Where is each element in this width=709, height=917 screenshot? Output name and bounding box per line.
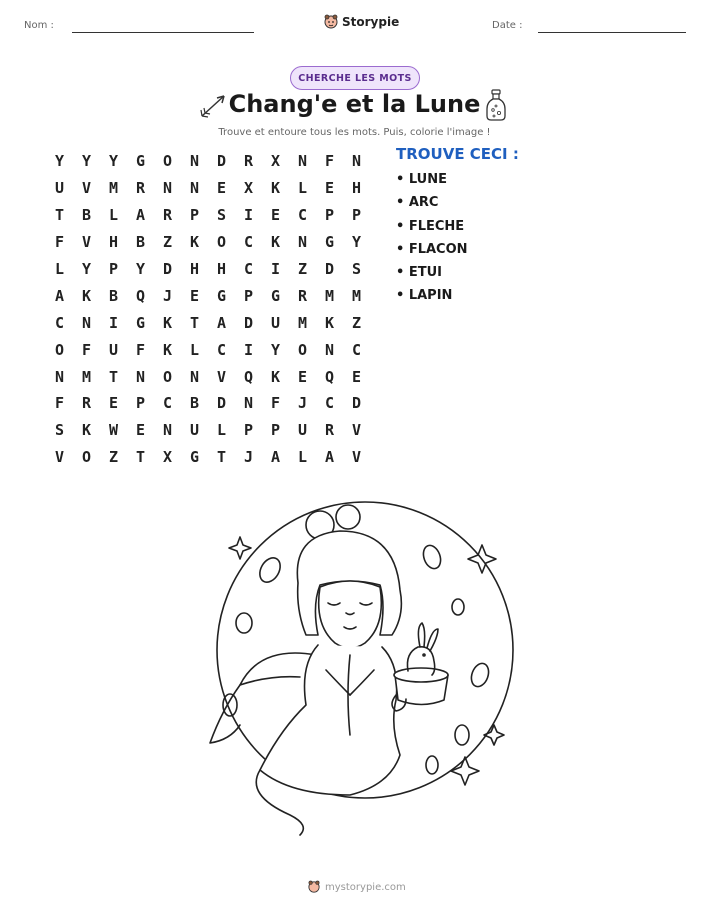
footer-url[interactable]: mystorypie.com [325,881,406,893]
grid-letter[interactable]: K [162,340,173,359]
potion-flask-icon [484,88,508,122]
grid-letter[interactable]: P [243,286,254,305]
grid-letter[interactable]: Y [54,152,65,171]
grid-letter[interactable]: C [54,313,65,332]
grid-letter[interactable]: L [216,421,227,440]
grid-letter[interactable]: A [54,286,65,305]
grid-letter[interactable]: T [189,313,200,332]
grid-letter[interactable]: Z [108,448,119,467]
grid-letter[interactable]: T [216,448,227,467]
word-list [396,172,468,312]
grid-letter[interactable]: T [135,448,146,467]
grid-letter[interactable]: M [351,286,362,305]
grid-letter[interactable]: O [81,448,92,467]
storypie-logo-icon [324,14,338,30]
grid-letter[interactable]: C [216,340,227,359]
grid-letter[interactable]: G [135,313,146,332]
grid-letter[interactable]: F [135,340,146,359]
grid-row [46,363,370,390]
name-label: Nom : [24,20,54,31]
grid-letter[interactable]: D [216,394,227,413]
word-item: • LUNE [396,172,447,187]
grid-letter[interactable]: G [216,286,227,305]
grid-letter[interactable]: D [216,152,227,171]
find-list-title: TROUVE CECI : [396,145,519,163]
grid-letter[interactable]: N [324,340,335,359]
grid-letter[interactable]: Q [324,367,335,386]
grid-letter[interactable]: V [216,367,227,386]
grid-letter[interactable]: O [297,340,308,359]
grid-letter[interactable]: Q [243,367,254,386]
grid-row [46,256,370,283]
grid-letter[interactable]: F [270,394,281,413]
grid-letter[interactable]: E [351,367,362,386]
grid-letter[interactable]: C [297,206,308,225]
grid-letter[interactable]: R [81,394,92,413]
grid-letter[interactable]: N [297,233,308,252]
grid-letter[interactable]: Y [135,260,146,278]
grid-letter[interactable]: N [162,179,173,198]
grid-letter[interactable]: C [324,394,335,413]
grid-letter[interactable]: N [189,152,200,171]
grid-row [46,229,370,256]
grid-letter[interactable]: N [297,152,308,171]
grid-letter[interactable]: U [189,421,200,440]
grid-letter[interactable]: W [108,421,119,440]
grid-letter[interactable]: P [351,206,362,225]
word-item: • ETUI [396,265,442,281]
grid-letter[interactable]: P [189,206,200,225]
grid-letter[interactable]: R [324,421,335,440]
grid-letter[interactable]: N [351,152,362,171]
grid-letter[interactable]: C [351,340,362,359]
grid-row [46,444,370,471]
grid-letter[interactable]: H [351,179,362,198]
grid-letter[interactable]: S [351,260,362,278]
date-line[interactable] [538,32,686,33]
grid-letter[interactable]: N [81,313,92,332]
grid-letter[interactable]: N [189,179,200,198]
grid-letter[interactable]: V [351,448,362,467]
grid-letter[interactable]: L [108,206,119,225]
grid-letter[interactable]: M [297,313,308,332]
grid-letter[interactable]: Y [108,152,119,171]
grid-row [46,175,370,202]
grid-letter[interactable]: O [54,340,65,359]
grid-letter[interactable]: Y [81,152,92,171]
grid-letter[interactable]: H [216,260,227,278]
grid-letter[interactable]: H [189,260,200,278]
grid-row [46,148,370,175]
word-item: • FLACON [396,241,468,257]
grid-letter[interactable]: I [243,206,254,225]
word-item: • FLECHE [396,218,465,234]
grid-letter[interactable]: R [297,286,308,305]
grid-letter[interactable]: A [270,448,281,467]
grid-row [46,336,370,363]
grid-letter[interactable]: A [216,313,227,332]
section-badge: CHERCHE LES MOTS [290,66,420,90]
grid-letter[interactable]: C [243,233,254,252]
grid-letter[interactable]: X [270,152,281,171]
grid-letter[interactable]: R [162,206,173,225]
grid-letter[interactable]: B [135,233,146,252]
grid-letter[interactable]: Q [135,286,146,305]
grid-letter[interactable]: G [270,286,281,305]
grid-letter[interactable]: C [162,394,173,413]
grid-letter[interactable]: T [54,206,65,225]
grid-letter[interactable]: F [54,233,65,252]
grid-letter[interactable]: S [54,421,65,440]
grid-letter[interactable]: K [189,233,200,252]
grid-row [46,390,370,417]
grid-letter[interactable]: J [162,286,173,305]
grid-letter[interactable]: E [270,206,281,225]
grid-letter[interactable]: T [108,367,119,386]
grid-letter[interactable]: C [243,260,254,278]
grid-letter[interactable]: N [135,367,146,386]
grid-letter[interactable]: K [324,313,335,332]
grid-letter[interactable]: E [108,394,119,413]
grid-letter[interactable]: V [81,233,92,252]
grid-letter[interactable]: L [189,340,200,359]
storypie-logo [324,14,399,30]
grid-letter[interactable]: M [324,286,335,305]
grid-letter[interactable]: Z [297,260,308,278]
grid-letter[interactable]: P [243,421,254,440]
grid-letter[interactable]: E [216,179,227,198]
grid-letter[interactable]: L [297,179,308,198]
grid-letter[interactable]: P [108,260,119,278]
grid-letter[interactable]: Y [270,340,281,359]
grid-letter[interactable]: E [135,421,146,440]
grid-letter[interactable]: I [108,313,119,332]
grid-letter[interactable]: N [189,367,200,386]
grid-letter[interactable]: E [297,367,308,386]
grid-letter[interactable]: V [81,179,92,198]
grid-letter[interactable]: K [270,179,281,198]
grid-row [46,309,370,336]
grid-letter[interactable]: O [216,233,227,252]
grid-letter[interactable]: X [243,179,254,198]
grid-letter[interactable]: N [54,367,65,386]
grid-letter[interactable]: A [135,206,146,225]
grid-row [46,202,370,229]
grid-letter[interactable]: R [135,179,146,198]
grid-letter[interactable]: M [108,179,119,198]
grid-letter[interactable]: N [162,421,173,440]
grid-letter[interactable]: K [270,233,281,252]
word-item: • ARC [396,195,439,211]
grid-row [46,417,370,444]
grid-letter[interactable]: G [189,448,200,467]
grid-letter[interactable]: K [81,286,92,305]
footer [308,880,406,894]
grid-letter[interactable]: J [243,448,254,467]
instructions: Trouve et entoure tous les mots. Puis, colorie l'image ! [218,127,491,138]
grid-letter[interactable]: D [351,394,362,413]
grid-letter[interactable]: A [324,448,335,467]
grid-row [46,282,370,309]
name-line[interactable] [72,32,254,33]
grid-letter[interactable]: P [270,421,281,440]
grid-letter[interactable]: D [243,313,254,332]
grid-letter[interactable]: G [135,152,146,171]
grid-letter[interactable]: H [108,233,119,252]
grid-letter[interactable]: E [189,286,200,305]
grid-letter[interactable]: O [162,367,173,386]
grid-letter[interactable]: Y [81,260,92,278]
storypie-logo-icon [308,880,320,894]
grid-letter[interactable]: I [243,340,254,359]
grid-letter[interactable]: I [270,260,281,278]
grid-letter[interactable]: V [351,421,362,440]
word-search-grid[interactable] [46,148,370,471]
grid-letter[interactable]: N [243,394,254,413]
grid-letter[interactable]: U [270,313,281,332]
change-moon-illustration [200,495,520,840]
grid-letter[interactable]: S [216,206,227,225]
grid-letter[interactable]: J [297,394,308,413]
grid-letter[interactable]: B [81,206,92,225]
grid-letter[interactable]: U [297,421,308,440]
grid-letter[interactable]: E [324,179,335,198]
grid-letter[interactable]: Z [162,233,173,252]
grid-letter[interactable]: D [324,260,335,278]
date-label: Date : [492,20,523,31]
grid-letter[interactable]: K [81,421,92,440]
grid-letter[interactable]: B [189,394,200,413]
grid-letter[interactable]: U [108,340,119,359]
grid-letter[interactable]: Y [351,233,362,252]
grid-letter[interactable]: G [324,233,335,252]
grid-letter[interactable]: M [81,367,92,386]
brand-name: Storypie [342,15,400,29]
word-item: • LAPIN [396,288,453,304]
grid-letter[interactable]: O [162,152,173,171]
grid-letter[interactable]: X [162,448,173,467]
grid-letter[interactable]: K [270,367,281,386]
grid-letter[interactable]: P [324,206,335,225]
grid-letter[interactable]: Z [351,313,362,332]
grid-letter[interactable]: K [162,313,173,332]
grid-letter[interactable]: F [324,152,335,171]
grid-letter[interactable]: F [81,340,92,359]
grid-letter[interactable]: L [297,448,308,467]
grid-letter[interactable]: R [243,152,254,171]
grid-letter[interactable]: U [54,179,65,198]
grid-letter[interactable]: F [54,394,65,413]
grid-letter[interactable]: V [54,448,65,467]
grid-letter[interactable]: L [54,260,65,278]
grid-letter[interactable]: P [135,394,146,413]
grid-letter[interactable]: D [162,260,173,278]
page-title: Chang'e et la Lune [228,90,481,118]
grid-letter[interactable]: B [108,286,119,305]
